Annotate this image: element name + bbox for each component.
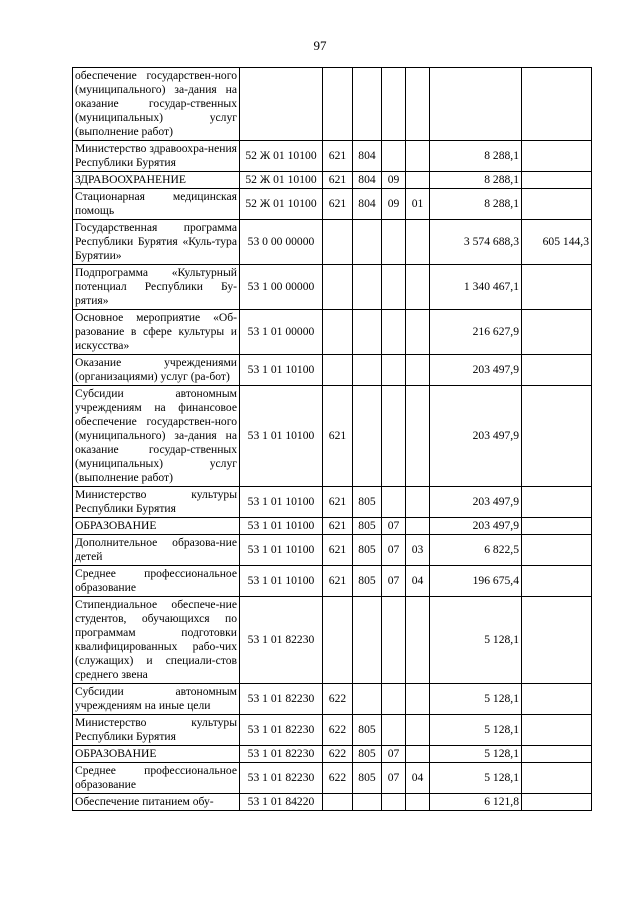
target-article-code-cell: 53 1 01 10100 (240, 535, 323, 566)
target-article-code-cell: 53 1 01 82230 (240, 684, 323, 715)
row-name-cell: Среднее профессиональное образование (73, 763, 240, 794)
row-name-cell: Субсидии автономным учреждениям на финансовое обеспечение государствен-ного (муниципального) за-дания на оказание государ-ственных (муниципальных) услуг (выполнение работ) (73, 386, 240, 487)
amount-cell: 8 288,1 (430, 172, 522, 189)
expense-type-code-cell: 622 (323, 715, 353, 746)
table-body (73, 68, 592, 811)
amount-cell: 5 128,1 (430, 597, 522, 684)
department-code-cell (353, 597, 382, 684)
subsection-code-cell (406, 386, 430, 487)
table-row (73, 715, 592, 746)
amount-cell: 5 128,1 (430, 763, 522, 794)
target-article-code-cell: 52 Ж 01 10100 (240, 141, 323, 172)
subsection-code-cell: 04 (406, 763, 430, 794)
target-article-code-cell: 53 0 00 00000 (240, 220, 323, 265)
target-article-code-cell: 53 1 01 82230 (240, 597, 323, 684)
row-name-cell: Министерство культуры Республики Бурятия (73, 487, 240, 518)
subsection-code-cell (406, 518, 430, 535)
amount-cell (430, 68, 522, 141)
table-row (73, 355, 592, 386)
budget-table (72, 67, 592, 811)
section-code-cell (382, 265, 406, 310)
amount-cell: 196 675,4 (430, 566, 522, 597)
row-name-cell: Оказание учреждениями (организациями) услуг (ра-бот) (73, 355, 240, 386)
amount-cell: 1 340 467,1 (430, 265, 522, 310)
section-code-cell: 09 (382, 189, 406, 220)
page-number: 97 (313, 38, 327, 53)
expense-type-code-cell (323, 597, 353, 684)
department-code-cell (353, 386, 382, 487)
expense-type-code-cell: 621 (323, 172, 353, 189)
table-row (73, 597, 592, 684)
subsection-code-cell (406, 684, 430, 715)
extra-amount-cell (522, 310, 592, 355)
expense-type-code-cell (323, 265, 353, 310)
section-code-cell (382, 715, 406, 746)
amount-cell: 203 497,9 (430, 518, 522, 535)
target-article-code-cell: 53 1 01 00000 (240, 310, 323, 355)
table-row (73, 386, 592, 487)
expense-type-code-cell: 621 (323, 189, 353, 220)
row-name-cell: ОБРАЗОВАНИЕ (73, 746, 240, 763)
extra-amount-cell (522, 141, 592, 172)
row-name-cell: обеспечение государствен-ного (муниципального) за-дания на оказание государ-ственных (муниципальных) услуг (выполнение работ) (73, 68, 240, 141)
section-code-cell (382, 68, 406, 141)
table-row (73, 746, 592, 763)
amount-cell: 5 128,1 (430, 746, 522, 763)
table-row (73, 141, 592, 172)
expense-type-code-cell (323, 794, 353, 811)
target-article-code-cell: 53 1 01 82230 (240, 715, 323, 746)
section-code-cell (382, 794, 406, 811)
amount-cell: 6 121,8 (430, 794, 522, 811)
amount-cell: 8 288,1 (430, 141, 522, 172)
expense-type-code-cell (323, 220, 353, 265)
table-row (73, 189, 592, 220)
extra-amount-cell: 605 144,3 (522, 220, 592, 265)
table-row (73, 68, 592, 141)
section-code-cell: 07 (382, 518, 406, 535)
extra-amount-cell (522, 684, 592, 715)
subsection-code-cell (406, 141, 430, 172)
expense-type-code-cell (323, 355, 353, 386)
department-code-cell (353, 265, 382, 310)
department-code-cell: 805 (353, 518, 382, 535)
extra-amount-cell (522, 715, 592, 746)
subsection-code-cell: 04 (406, 566, 430, 597)
extra-amount-cell (522, 189, 592, 220)
amount-cell: 5 128,1 (430, 684, 522, 715)
department-code-cell (353, 68, 382, 141)
subsection-code-cell (406, 172, 430, 189)
table-row (73, 763, 592, 794)
subsection-code-cell (406, 265, 430, 310)
target-article-code-cell: 53 1 01 10100 (240, 355, 323, 386)
table-row (73, 518, 592, 535)
target-article-code-cell: 53 1 01 84220 (240, 794, 323, 811)
department-code-cell: 804 (353, 189, 382, 220)
expense-type-code-cell: 622 (323, 763, 353, 794)
department-code-cell: 805 (353, 763, 382, 794)
section-code-cell (382, 220, 406, 265)
expense-type-code-cell: 621 (323, 386, 353, 487)
row-name-cell: Стационарная медицинская помощь (73, 189, 240, 220)
extra-amount-cell (522, 794, 592, 811)
target-article-code-cell: 53 1 01 10100 (240, 386, 323, 487)
subsection-code-cell (406, 746, 430, 763)
subsection-code-cell (406, 487, 430, 518)
row-name-cell: Государственная программа Республики Бурятия «Куль-тура Бурятии» (73, 220, 240, 265)
row-name-cell: Стипендиальное обеспече-ние студентов, обучающихся по программам подготовки квалифицированных рабо-чих (служащих) и специали-стов среднего звена (73, 597, 240, 684)
department-code-cell (353, 794, 382, 811)
target-article-code-cell: 53 1 01 82230 (240, 746, 323, 763)
amount-cell: 203 497,9 (430, 487, 522, 518)
target-article-code-cell: 53 1 01 82230 (240, 763, 323, 794)
row-name-cell: Основное мероприятие «Об-разование в сфере культуры и искусства» (73, 310, 240, 355)
row-name-cell: Министерство культуры Республики Бурятия (73, 715, 240, 746)
subsection-code-cell (406, 715, 430, 746)
section-code-cell: 07 (382, 566, 406, 597)
row-name-cell: ОБРАЗОВАНИЕ (73, 518, 240, 535)
target-article-code-cell: 53 1 01 10100 (240, 487, 323, 518)
expense-type-code-cell (323, 310, 353, 355)
department-code-cell: 804 (353, 141, 382, 172)
extra-amount-cell (522, 763, 592, 794)
target-article-code-cell: 53 1 01 10100 (240, 518, 323, 535)
department-code-cell (353, 220, 382, 265)
amount-cell: 5 128,1 (430, 715, 522, 746)
extra-amount-cell (522, 487, 592, 518)
amount-cell: 216 627,9 (430, 310, 522, 355)
amount-cell: 203 497,9 (430, 386, 522, 487)
department-code-cell: 805 (353, 715, 382, 746)
table-row (73, 220, 592, 265)
table-row (73, 684, 592, 715)
department-code-cell: 805 (353, 746, 382, 763)
table-row (73, 265, 592, 310)
extra-amount-cell (522, 597, 592, 684)
section-code-cell (382, 487, 406, 518)
section-code-cell (382, 141, 406, 172)
table-row (73, 794, 592, 811)
subsection-code-cell: 03 (406, 535, 430, 566)
row-name-cell: Подпрограмма «Культурный потенциал Республики Бу-рятия» (73, 265, 240, 310)
expense-type-code-cell: 621 (323, 535, 353, 566)
extra-amount-cell (522, 355, 592, 386)
subsection-code-cell (406, 597, 430, 684)
section-code-cell: 07 (382, 746, 406, 763)
extra-amount-cell (522, 746, 592, 763)
section-code-cell (382, 355, 406, 386)
extra-amount-cell (522, 172, 592, 189)
subsection-code-cell: 01 (406, 189, 430, 220)
expense-type-code-cell: 621 (323, 518, 353, 535)
department-code-cell: 805 (353, 535, 382, 566)
target-article-code-cell: 53 1 00 00000 (240, 265, 323, 310)
subsection-code-cell (406, 794, 430, 811)
row-name-cell: Среднее профессиональное образование (73, 566, 240, 597)
extra-amount-cell (522, 535, 592, 566)
section-code-cell (382, 310, 406, 355)
department-code-cell (353, 355, 382, 386)
row-name-cell: Обеспечение питанием обу- (73, 794, 240, 811)
table-row (73, 487, 592, 518)
row-name-cell: Дополнительное образова-ние детей (73, 535, 240, 566)
amount-cell: 6 822,5 (430, 535, 522, 566)
extra-amount-cell (522, 68, 592, 141)
section-code-cell: 07 (382, 763, 406, 794)
department-code-cell (353, 310, 382, 355)
extra-amount-cell (522, 518, 592, 535)
expense-type-code-cell: 621 (323, 566, 353, 597)
expense-type-code-cell: 622 (323, 684, 353, 715)
extra-amount-cell (522, 265, 592, 310)
target-article-code-cell: 53 1 01 10100 (240, 566, 323, 597)
table-row (73, 535, 592, 566)
department-code-cell: 805 (353, 487, 382, 518)
section-code-cell: 07 (382, 535, 406, 566)
subsection-code-cell (406, 310, 430, 355)
table-row (73, 172, 592, 189)
table-row (73, 310, 592, 355)
section-code-cell (382, 386, 406, 487)
extra-amount-cell (522, 566, 592, 597)
department-code-cell: 804 (353, 172, 382, 189)
target-article-code-cell (240, 68, 323, 141)
section-code-cell (382, 597, 406, 684)
expense-type-code-cell: 621 (323, 141, 353, 172)
department-code-cell (353, 684, 382, 715)
row-name-cell: Субсидии автономным учреждениям на иные цели (73, 684, 240, 715)
target-article-code-cell: 52 Ж 01 10100 (240, 189, 323, 220)
target-article-code-cell: 52 Ж 01 10100 (240, 172, 323, 189)
subsection-code-cell (406, 220, 430, 265)
expense-type-code-cell: 621 (323, 487, 353, 518)
amount-cell: 8 288,1 (430, 189, 522, 220)
subsection-code-cell (406, 355, 430, 386)
section-code-cell: 09 (382, 172, 406, 189)
row-name-cell: ЗДРАВООХРАНЕНИЕ (73, 172, 240, 189)
amount-cell: 3 574 688,3 (430, 220, 522, 265)
table-row (73, 566, 592, 597)
department-code-cell: 805 (353, 566, 382, 597)
subsection-code-cell (406, 68, 430, 141)
expense-type-code-cell: 622 (323, 746, 353, 763)
row-name-cell: Министерство здравоохра-нения Республики Бурятия (73, 141, 240, 172)
expense-type-code-cell (323, 68, 353, 141)
section-code-cell (382, 684, 406, 715)
extra-amount-cell (522, 386, 592, 487)
amount-cell: 203 497,9 (430, 355, 522, 386)
